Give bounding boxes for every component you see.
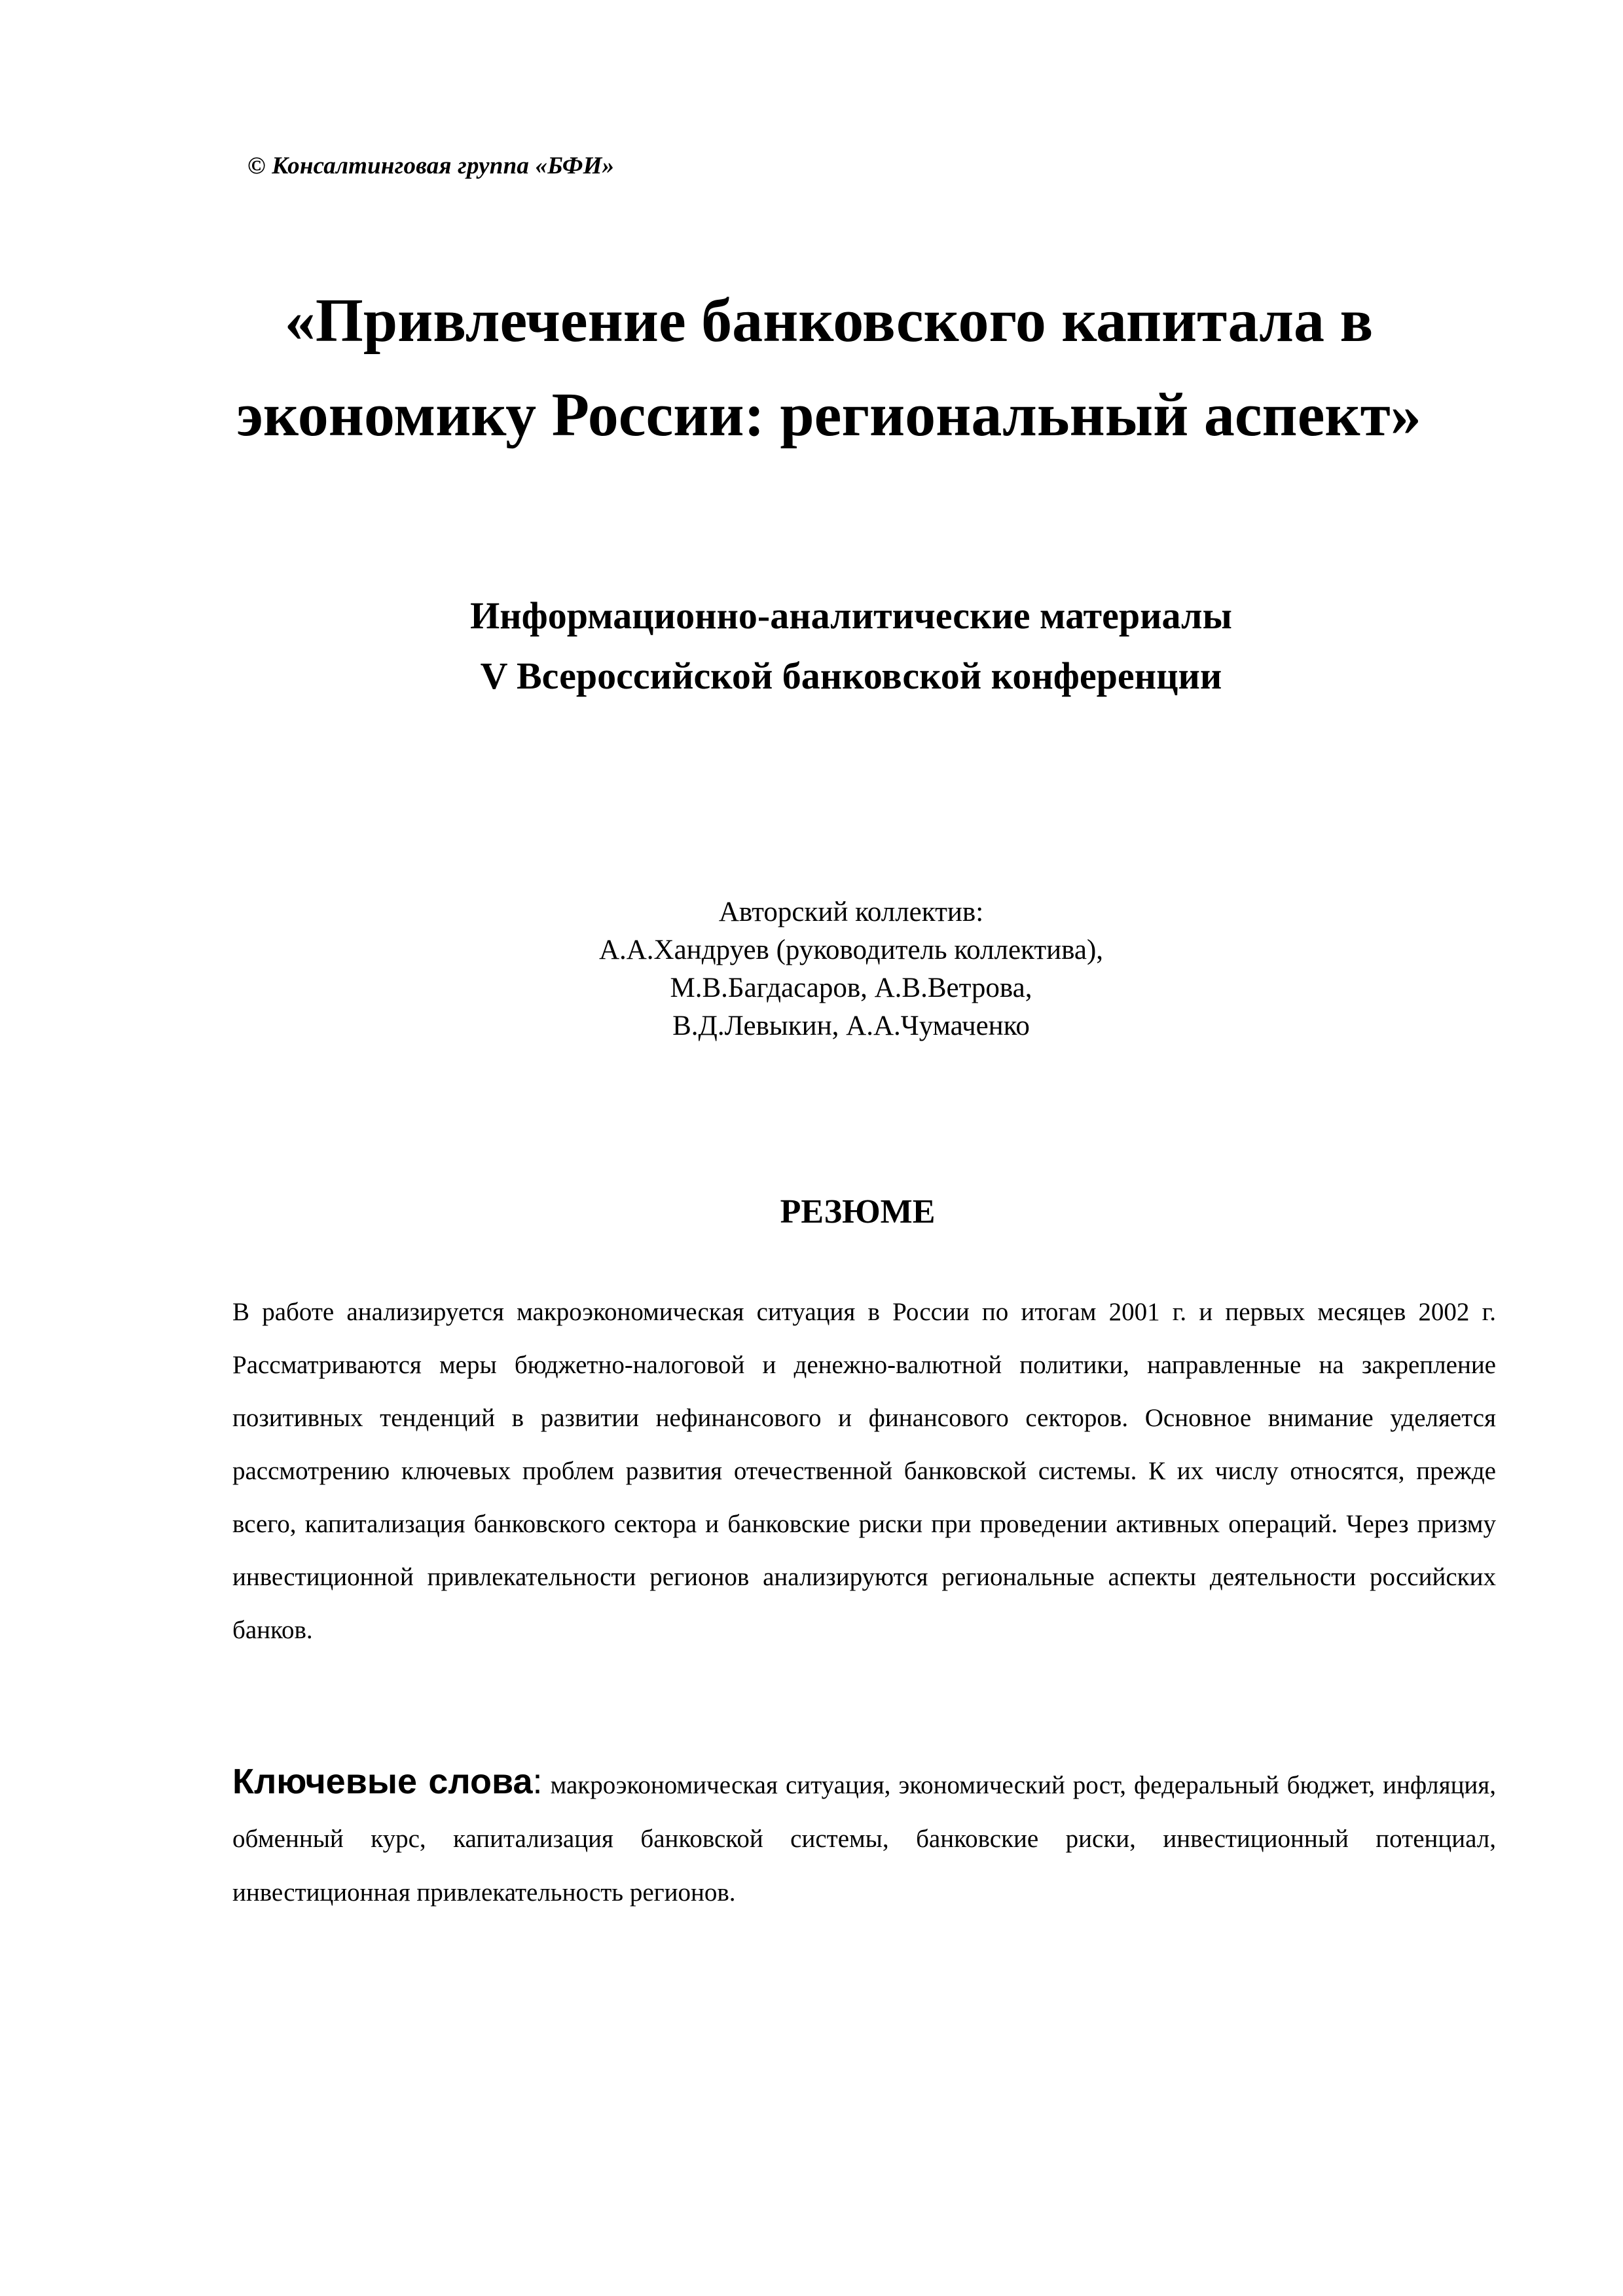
authors-line-3: В.Д.Левыкин, А.А.Чумаченко bbox=[672, 1011, 1030, 1041]
abstract-paragraph: В работе анализируется макроэкономическая ситуация в России по итогам 2001 г. и первых месяцев 2002 г. Рассматриваются меры бюджетно-налоговой и денежно-валютной политики, направленные на закрепление позитивных тенденций в развитии нефинансового и финансового секторов. Основное внимание уделяется рассмотрению ключевых проблем развития отечественной банковской системы. К их числу относятся, прежде всего, капитализация банковского сектора и банковские риски при проведении активных операций. Через призму инвестиционной привлекательности регионов анализируются региональные аспекты деятельности российских банков. bbox=[232, 1298, 1496, 1644]
keywords-text: макроэкономическая ситуация, экономический рост, федеральный бюджет, инфляция, обменный курс, капитализация банковской системы, банковские риски, инвестиционный потенциал, инвестиционная привлекательность регионов. bbox=[232, 1771, 1496, 1907]
subtitle-line-2: V Всероссийской банковской конференции bbox=[480, 655, 1222, 697]
document-subtitle bbox=[196, 586, 1506, 706]
authors-line-2: М.В.Багдасаров, А.В.Ветрова, bbox=[670, 973, 1032, 1003]
title-line-2: экономику России: региональный аспект» bbox=[236, 381, 1421, 449]
authors-line-1: А.А.Хандруев (руководитель коллектива), bbox=[598, 935, 1104, 965]
document-title bbox=[196, 274, 1461, 462]
title-line-1: «Привлечение банковского капитала в bbox=[284, 287, 1374, 355]
authors-block bbox=[393, 893, 1309, 1045]
keywords-paragraph bbox=[232, 1755, 1496, 1920]
keywords-colon: : bbox=[532, 1762, 543, 1801]
authors-heading: Авторский коллектив: bbox=[718, 897, 984, 927]
subtitle-line-1: Информационно-аналитические материалы bbox=[470, 594, 1232, 637]
keywords-label: Ключевые слова bbox=[232, 1762, 533, 1801]
resume-heading: РЕЗЮМЕ bbox=[780, 1193, 936, 1230]
copyright-notice: © Консалтинговая группа «БФИ» bbox=[247, 152, 615, 179]
